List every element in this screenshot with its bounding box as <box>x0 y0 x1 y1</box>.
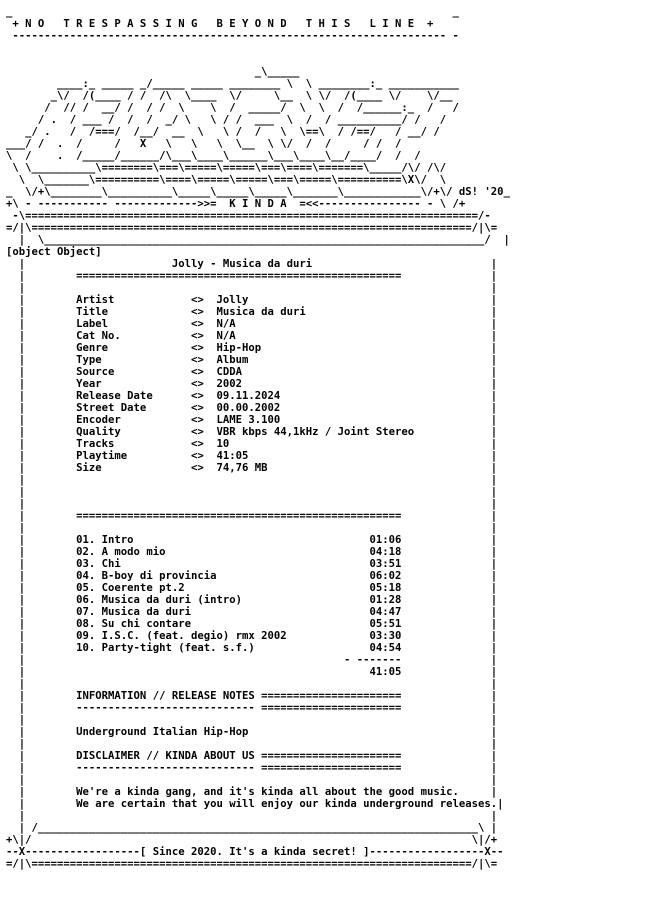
info-field: | Title <> Musica da duri | <box>6 306 498 318</box>
info-field: | Tracks <> 10 | <box>6 438 498 450</box>
ascii-banner-line: \ \__________\========\===\=====\=====\===\====\=======\_____/\/ /\/ <box>6 162 466 174</box>
track-row: | 06. Musica da duri (intro) 01:28 | <box>6 594 498 606</box>
info-field: | Encoder <> LAME 3.100 | <box>6 414 498 426</box>
frame-line: [object Object] <box>6 246 102 258</box>
info-heading: | INFORMATION // RELEASE NOTES ====================== | <box>6 690 498 702</box>
track-row: | 02. A modo mio 04:18 | <box>6 546 498 558</box>
track-row: | 01. Intro 01:06 | <box>6 534 498 546</box>
release-title: | Jolly - Musica da duri | <box>6 258 498 270</box>
disclaimer-text: | We're a kinda gang, and it's kinda all about the good music. | <box>6 786 498 798</box>
section-rule: | =================================================== | <box>6 510 498 522</box>
info-field: | Type <> Album | <box>6 354 498 366</box>
ascii-banner-line: + N O T R E S P A S S I N G B E Y O N D T H I S L I N E + <box>6 18 434 30</box>
track-row: | 03. Chi 03:51 | <box>6 558 498 570</box>
frame-line: | | <box>6 810 498 822</box>
info-field: | Street Date <> 00.00.2002 | <box>6 402 498 414</box>
disclaimer-heading-underline: | ---------------------------- ====================== | <box>6 762 498 774</box>
ascii-banner-line: _ \/+\________\__________\_____\_____\_____\_______\____________\/+\/ dS! '20_ <box>6 186 510 198</box>
frame-line: | | <box>6 774 498 786</box>
ascii-banner-line: +\ - ----------- ------------->>= K I N D A =<<---------------- - \ /+ <box>6 198 466 210</box>
frame-line: | | <box>6 282 498 294</box>
total-rule: | - ------- | <box>6 654 498 666</box>
ascii-banner-line: _ _ <box>6 6 459 18</box>
title-rule: | =================================================== | <box>6 270 498 282</box>
ascii-banner-line: | \_____________________________________________________________________/ | <box>6 234 510 246</box>
ascii-banner-line: \ \_______\==========\====\=====\=====\===\=====\==========\X\/ \ <box>6 174 459 186</box>
ascii-banner-line: -------------------------------------------------------------------- - <box>6 30 459 42</box>
ascii-banner-line: _\/ /(____ / / /\ \____ \/ \__ \ \/ /(____ \/ \/__ <box>6 90 453 102</box>
track-row: | 08. Su chi contare 05:51 | <box>6 618 498 630</box>
frame-line: | | <box>6 678 498 690</box>
ascii-banner-line: / . / ___ / / / _/ \ \ / / ___ \ / / __________/ / / <box>6 114 453 126</box>
info-field: | Genre <> Hip-Hop | <box>6 342 498 354</box>
info-field: | Year <> 2002 | <box>6 378 498 390</box>
info-field: | Source <> CDDA | <box>6 366 498 378</box>
ascii-footer-line: --X------------------[ Since 2020. It's a kinda secret! ]------------------X-- <box>6 846 504 858</box>
total-playtime: | 41:05 | <box>6 666 498 678</box>
track-row: | 05. Coerente pt.2 05:18 | <box>6 582 498 594</box>
ascii-footer-line: =/|\=====================================================================/|\= <box>6 858 498 870</box>
track-row: | 04. B-boy di provincia 06:02 | <box>6 570 498 582</box>
ascii-banner-line: ____:_ _____ _/_____ _____ ________ \ \ ________:_ ___________ <box>6 78 466 90</box>
info-field: | Release Date <> 09.11.2024 | <box>6 390 498 402</box>
ascii-banner-line <box>6 42 656 54</box>
ascii-banner-line: -\=======================================================================/- <box>6 210 491 222</box>
disclaimer-text: | We are certain that you will enjoy our kinda underground releases.| <box>6 798 504 810</box>
ascii-banner-line: _\_____ <box>6 66 459 78</box>
track-row: | 09. I.S.C. (feat. degio) rmx 2002 03:30 | <box>6 630 498 642</box>
ascii-banner-line <box>6 54 656 66</box>
ascii-banner-line: =/|\=====================================================================/|\= <box>6 222 498 234</box>
ascii-banner-line: \ / . /_____/______/\___\____\______\___\____\__/____/ / / <box>6 150 434 162</box>
release-notes: | Underground Italian Hip-Hop | <box>6 726 498 738</box>
info-heading-underline: | ---------------------------- ====================== | <box>6 702 498 714</box>
track-row: | 07. Musica da duri 04:47 | <box>6 606 498 618</box>
ascii-banner-line: ___/ / . / / X \ \ \ \__ \ \/ / / / / / <box>6 138 427 150</box>
info-field: | Artist <> Jolly | <box>6 294 498 306</box>
disclaimer-heading: | DISCLAIMER // KINDA ABOUT US ====================== | <box>6 750 498 762</box>
ascii-footer-line: | /_____________________________________________________________________\ | <box>6 822 498 834</box>
ascii-banner-line: / // / __/ / / / \ \ / _____/ \ \ / /______:_ / / <box>6 102 459 114</box>
frame-line: | | <box>6 474 498 486</box>
info-field: | Quality <> VBR kbps 44,1kHz / Joint Stereo | <box>6 426 498 438</box>
ascii-footer-line: +\|/ \|/+ <box>6 834 498 846</box>
info-field: | Size <> 74,76 MB | <box>6 462 498 474</box>
frame-line: | | <box>6 738 498 750</box>
frame-line: | | <box>6 522 498 534</box>
info-field: | Playtime <> 41:05 | <box>6 450 498 462</box>
frame-line: | | <box>6 486 498 498</box>
ascii-banner-line: _/ . / /===/ /__/ __ \ \ / / \ \==\ / /==/ / __/ / <box>6 126 453 138</box>
frame-line: | | <box>6 498 498 510</box>
info-field: | Cat No. <> N/A | <box>6 330 498 342</box>
track-row: | 10. Party-tight (feat. s.f.) 04:54 | <box>6 642 498 654</box>
frame-line: | | <box>6 714 498 726</box>
info-field: | Label <> N/A | <box>6 318 498 330</box>
